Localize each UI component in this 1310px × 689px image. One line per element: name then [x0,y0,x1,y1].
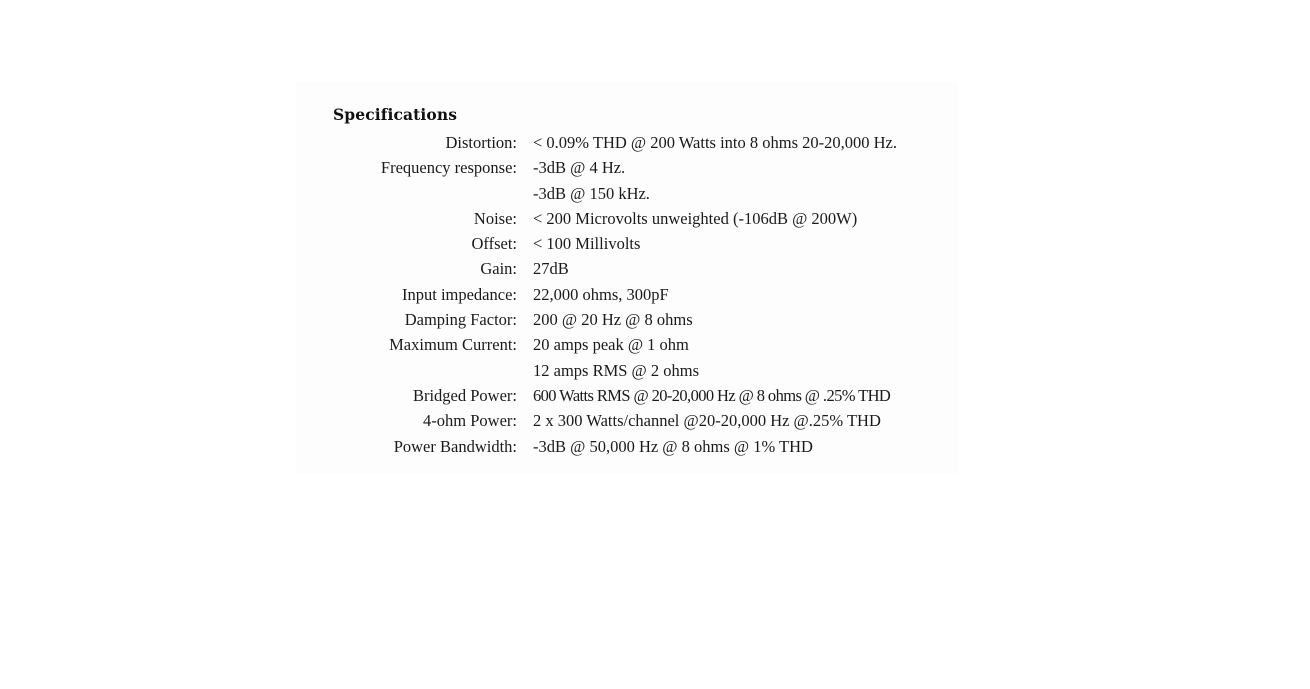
spec-value: -3dB @ 4 Hz. [533,158,626,178]
spec-label: Input impedance: [401,284,517,304]
spec-value: < 200 Microvolts unweighted (-106dB @ 200W) [533,208,858,228]
spec-label: Gain: [480,259,517,279]
spec-value: 600 Watts RMS @ 20-20,000 Hz @ 8 ohms @ .25% THD [533,385,891,405]
spec-row-distortion [300,130,897,155]
spec-value: 12 amps RMS @ 2 ohms [533,360,700,380]
spec-row-maximum-current-2 [300,358,897,383]
spec-row-input-impedance [300,282,897,307]
spec-label: Power Bandwidth: [393,436,517,456]
spec-table [300,130,897,459]
spec-value: < 100 Millivolts [533,234,641,254]
spec-row-power-bandwidth [300,434,897,459]
spec-row-bridged-power [300,383,897,408]
spec-row-frequency-response-2 [300,181,897,206]
spec-label [300,181,533,206]
spec-label [300,358,533,383]
spec-row-noise [300,206,897,231]
spec-value: -3dB @ 150 kHz. [533,183,650,203]
spec-row-damping-factor [300,307,897,332]
spec-value: -3dB @ 50,000 Hz @ 8 ohms @ 1% THD [533,436,813,456]
spec-row-offset [300,231,897,256]
spec-value: 2 x 300 Watts/channel @20-20,000 Hz @.25% THD [533,411,881,431]
spec-row-4-ohm-power [300,408,897,433]
spec-value: 200 @ 20 Hz @ 8 ohms [533,310,693,330]
specifications-heading: Specifications [333,105,458,124]
spec-label: Damping Factor: [404,310,517,330]
spec-row-maximum-current [300,332,897,357]
spec-value: < 0.09% THD @ 200 Watts into 8 ohms 20-20,000 Hz. [533,133,898,152]
spec-label: Noise: [473,208,517,228]
spec-value: 20 amps peak @ 1 ohm [533,335,689,355]
spec-value: 22,000 ohms, 300pF [533,284,669,304]
spec-value: 27dB [533,259,569,279]
spec-label: Bridged Power: [412,385,517,405]
spec-label: Distortion: [445,133,517,152]
spec-label: Maximum Current: [389,335,517,355]
spec-label: Frequency response: [380,158,517,178]
spec-row-gain [300,256,897,281]
spec-label: Offset: [471,234,517,254]
spec-label: 4-ohm Power: [423,411,517,431]
spec-row-frequency-response [300,155,897,180]
